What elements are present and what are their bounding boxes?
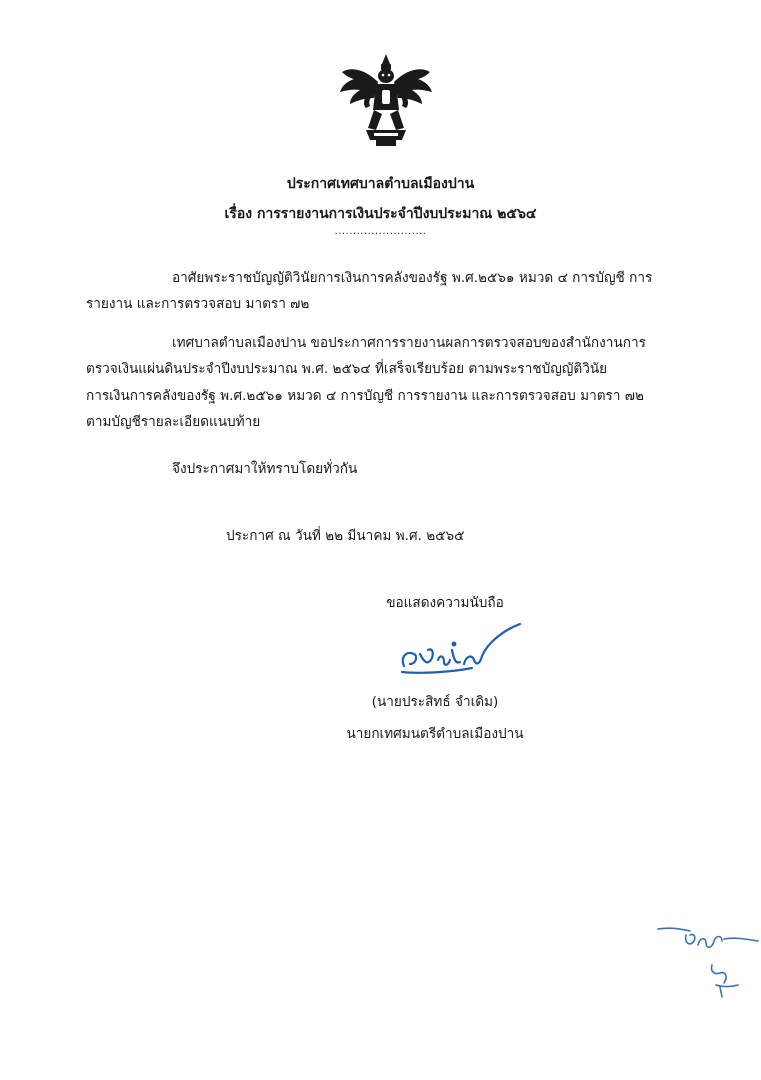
garuda-emblem-icon: [336, 52, 436, 148]
paragraph-2-line-1: เทศบาลตำบลเมืองปาน ขอประกาศการรายงานผลการตรวจสอบของสำนักงานการ: [172, 335, 646, 351]
paragraph-1-line-2: รายงาน และการตรวจสอบ มาตรา ๗๒: [86, 296, 310, 312]
announcement-subject: เรื่อง การรายงานการเงินประจำปีงบประมาณ ๒๕๖๔: [224, 206, 537, 222]
paragraph-1-line-1: อาศัยพระราชบัญญัติวินัยการเงินการคลังของรัฐ พ.ศ.๒๕๖๑ หมวด ๔ การบัญชี การ: [172, 270, 653, 286]
paragraph-2-line-4: ตามบัญชีรายละเอียดแนบท้าย: [86, 414, 261, 430]
closing-regards: ขอแสดงความนับถือ: [386, 595, 504, 611]
paragraph-2-line-2: ตรวจเงินแผ่นดินประจำปีงบประมาณ พ.ศ. ๒๕๖๔ ที่เสร็จเรียบร้อย ตามพระราชบัญญัติวินัย: [86, 361, 608, 377]
signature-image: [392, 620, 532, 690]
paragraph-3: จึงประกาศมาให้ทราบโดยทั่วกัน: [172, 461, 358, 477]
announcement-title: ประกาศเทศบาลตำบลเมืองปาน: [286, 176, 475, 192]
separator-dots: .........................: [334, 226, 427, 237]
announcement-date: ประกาศ ณ วันที่ ๒๒ มีนาคม พ.ศ. ๒๕๖๕: [226, 528, 465, 544]
signatory-position: นายกเทศมนตรีตำบลเมืองปาน: [346, 726, 524, 742]
initials-mark: [650, 915, 761, 1005]
signatory-name: (นายประสิทธ์ จำเดิม): [371, 694, 499, 710]
paragraph-2-line-3: การเงินการคลังของรัฐ พ.ศ.๒๕๖๑ หมวด ๔ การบัญชี การรายงาน และการตรวจสอบ มาตรา ๗๒: [86, 388, 644, 404]
